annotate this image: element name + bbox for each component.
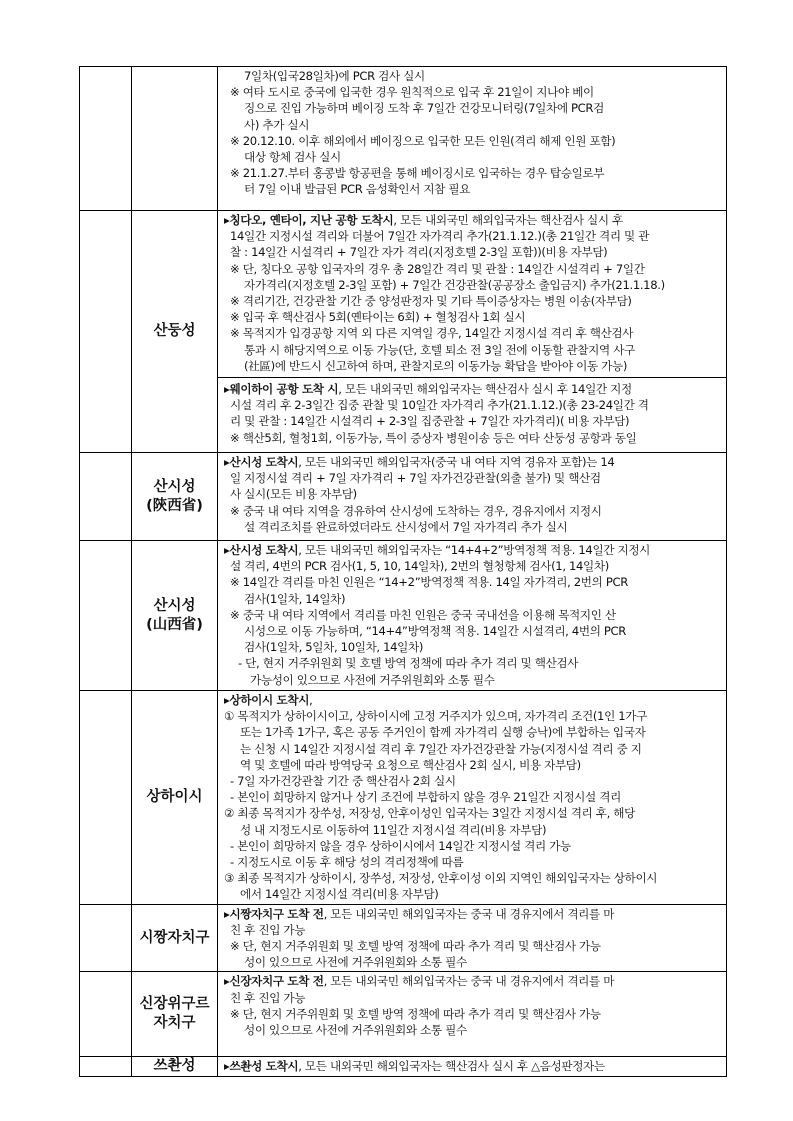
region-row [80, 67, 727, 211]
policy-line [224, 724, 722, 740]
policy-text: 역 및 호텔에 따라 방역당국 요청으로 핵산검사 2회 실시, 비용 자부담) [240, 757, 581, 772]
arrival-heading: ▸산시성 도착시 [224, 543, 299, 557]
policy-text: ② 최종 목적지가 장쑤성, 저장성, 안후이성인 입국자는 3일간 지정시설 격리 후, 해당 [224, 806, 635, 821]
region-row [80, 972, 727, 1057]
policy-line [224, 149, 722, 165]
policy-text: 일 지정시설 격리 + 7일 자가격리 + 7일 자가건강관찰(외출 불가) 및 핵산검 [230, 471, 601, 486]
region-name-cell [132, 1057, 218, 1077]
policy-text: ※ 중국 내 여타 지역에서 격리를 마친 인원은 중국 국내선을 이용해 목적지인 산 [230, 607, 616, 622]
policy-line [224, 990, 722, 1006]
policy-line [224, 397, 722, 413]
policy-line [224, 342, 722, 358]
category-cell [80, 972, 132, 1057]
policy-text: - 본인이 희망하지 않거나 상기 조건에 부합하지 않을 경우 21일간 지정시설 격리 [230, 790, 621, 805]
arrival-heading: ▸시짱자치구 도착 전 [224, 906, 324, 921]
policy-text: 징으로 진입 가능하며 베이징 도착 후 7일간 건강모니터링(7일차에 PCR검 [244, 101, 604, 116]
policy-text: ※ 단, 현지 거주위원회 및 호텔 방역 정책에 따라 추가 격리 및 핵산검사 가능 [230, 1006, 601, 1021]
arrival-heading: ▸칭다오, 옌타이, 지난 공항 도착시 [224, 213, 394, 227]
policy-line [224, 165, 722, 181]
policy-line [224, 922, 722, 938]
policy-line [224, 413, 722, 429]
policy-line [224, 607, 722, 623]
policy-text: , 모든 내외국민 해외입국자는 “14+4+2”방역정책 적용. 14일간 지정시 [298, 543, 651, 557]
policy-text: ※ 단, 현지 거주위원회 및 호텔 방역 정책에 따라 추가 격리 및 핵산검사 가능 [230, 939, 601, 954]
policy-text: ※ 중국 내 여타 지역을 경유하여 산시성에 도착하는 경우, 경유지에서 지정시 [230, 503, 602, 518]
policy-line [224, 954, 722, 970]
arrival-heading: ▸웨이하이 공항 도착 시 [224, 382, 339, 397]
policy-text: , 모든 내외국민 해외입국자는 중국 내 경유지에서 격리를 마 [323, 906, 615, 921]
arrival-heading: ▸쓰촨성 도착시 [224, 1059, 299, 1074]
region-name-cell [132, 691, 218, 905]
policy-text: ※ 목적지가 입경공항 지역 외 다른 지역일 경우, 14일간 지정시설 격리 후 핵산검사 [230, 326, 634, 341]
region-name: 쓰촨성 [153, 1058, 196, 1075]
region-row [80, 211, 727, 453]
policy-line [224, 100, 722, 116]
category-cell [80, 904, 132, 972]
arrival-heading: ▸상하이시 도착시 [224, 693, 310, 707]
policy-line [224, 277, 722, 293]
region-name: 상하이시 [146, 788, 203, 805]
policy-text: - 본인이 희망하지 않을 경우 상하이시에서 14일간 지정시설 격리 가능 [230, 838, 571, 853]
policy-text: ※ 여타 도시로 중국에 입국한 경우 원칙적으로 입국 후 21일이 지나야 베이 [230, 85, 594, 100]
policy-text: 설 격리조치를 완료하였더라도 산시성에서 7일 자가격리 추가 실시 [244, 519, 568, 534]
policy-line [224, 117, 722, 133]
policy-text: - 7일 자가건강관찰 기간 중 핵산검사 2회 실시 [230, 774, 456, 789]
policy-line [224, 692, 722, 708]
policy-line [224, 84, 722, 100]
policy-text: 터 7일 이내 발급된 PCR 음성확인서 지참 필요 [244, 182, 471, 197]
policy-text: ※ 격리기간, 건강관찰 기간 중 양성판정자 및 기타 특이증상자는 병원 이송(자부담) [230, 294, 632, 309]
policy-text: 사 실시(모든 비용 자부담) [230, 487, 357, 502]
policy-text: 에서 14일간 지정시설 격리(비용 자부담) [240, 887, 439, 902]
arrival-heading: ▸신장자치구 도착 전 [224, 974, 324, 989]
policy-line [224, 973, 722, 989]
policy-line [224, 906, 722, 922]
policy-line [224, 773, 722, 789]
policy-text: 또는 1가족 1가구, 혹은 공동 주거인이 함께 자가격리 실행 승낙)에 부합하는 입국자 [240, 725, 646, 740]
policy-text: 리 및 관찰 : 14일간 시설격리 + 2-3일 집중관찰 + 7일간 자가격리)( 비용 자부담) [230, 414, 630, 429]
category-cell [80, 211, 132, 453]
region-policy-table [79, 66, 727, 1077]
region-name: 신장위구르 [139, 996, 210, 1013]
policy-cell [218, 211, 727, 453]
policy-line [224, 181, 722, 197]
arrival-heading: ▸산시성 도착시 [224, 455, 299, 469]
policy-line [224, 938, 722, 954]
region-name: 산시성 [153, 597, 196, 614]
policy-text: ※ 입국 후 핵산검사 5회(옌타이는 6회) + 혈청검사 1회 실시 [230, 310, 526, 325]
policy-text: , 모든 내외국민 해외입국자는 핵산검사 실시 후 △음성판정자는 [298, 1059, 605, 1074]
policy-line [224, 639, 722, 655]
policy-text: , 모든 내외국민 해외입국자는 중국 내 경유지에서 격리를 마 [323, 974, 615, 989]
policy-text: 성이 있으므로 사전에 거주위원회와 소통 필수 [244, 1023, 467, 1038]
policy-text: - 단, 현지 거주위원회 및 호텔 방역 정책에 따라 추가 격리 및 핵산검사 [238, 656, 579, 671]
policy-text: 친 후 진입 가능 [230, 922, 306, 937]
policy-line [224, 789, 722, 805]
policy-text: 는 신청 시 14일간 지정시설 격리 후 7일간 자가건강관찰 가능(지정시설 격리 중 지 [240, 741, 642, 756]
region-name-cell [132, 972, 218, 1057]
policy-text: ① 목적지가 상하이시이고, 상하이시에 고정 거주지가 있으며, 자가격리 조건(1인 1가구 [224, 709, 647, 724]
policy-text: 찰 : 14일간 시설격리 + 7일간 자가 격리(지정호텔 2-3일 포함))(비용 자부담) [230, 245, 608, 260]
policy-line [224, 623, 722, 639]
policy-text: 검사(1일차, 14일차) [244, 591, 346, 606]
policy-text: 성이 있으므로 사전에 거주위원회와 소통 필수 [244, 955, 467, 970]
policy-line [224, 708, 722, 724]
policy-line [224, 1022, 722, 1038]
policy-text: 친 후 진입 가능 [230, 990, 306, 1005]
policy-text: 검사(1일차, 5일차, 10일차, 14일차) [244, 640, 424, 655]
policy-text: 성 내 지정도시로 이동하여 11일간 지정시설 격리(비용 자부담) [240, 822, 547, 837]
policy-text: ※ 14일간 격리를 마친 인원은 “14+2”방역정책 적용. 14일 자가격리, 2번의 PCR [230, 575, 628, 590]
policy-line [224, 838, 722, 854]
region-name-cell [132, 541, 218, 691]
policy-text: 사) 추가 실시 [244, 117, 310, 132]
policy-text: 자가격리(지정호텔 2-3일 포함) + 7일간 건강관찰(공공장소 출입금지) 추가(21.1.18.) [244, 277, 665, 292]
policy-line [224, 293, 722, 309]
category-cell [80, 691, 132, 905]
policy-line [224, 741, 722, 757]
policy-cell [218, 1057, 727, 1077]
region-row [80, 453, 727, 541]
region-name: 산시성 [153, 478, 196, 495]
policy-text: ※ 20.12.10. 이후 해외에서 베이징으로 입국한 모든 인원(격리 해제 인원 포함) [230, 133, 616, 148]
policy-text: , [309, 693, 313, 707]
section-divider [218, 377, 726, 378]
region-name-cell [132, 904, 218, 972]
policy-line [224, 381, 722, 397]
policy-text: (社區)에 반드시 신고하여 하며, 관찰지로의 이동가능 확답을 받아야 이동 가능) [244, 358, 627, 373]
region-name: 산둥성 [153, 323, 196, 339]
region-subname: (陝西省) [146, 497, 203, 514]
policy-text: 시성으로 이동 가능하며, “14+4”방역정책 적용. 14일간 시설격리, 4번의 PCR [244, 624, 627, 639]
policy-line [224, 325, 722, 341]
policy-line [224, 309, 722, 325]
policy-line [224, 454, 722, 470]
policy-text: 대상 항체 검사 실시 [244, 150, 341, 165]
policy-text: , 모든 내외국민 해외입국자는 핵산검사 실시 후 14일간 지정 [338, 382, 632, 397]
policy-line [224, 228, 722, 244]
policy-line [224, 486, 722, 502]
policy-cell [218, 972, 727, 1057]
policy-line [224, 822, 722, 838]
policy-cell [218, 453, 727, 541]
policy-text: ③ 최종 목적지가 상하이시, 장쑤성, 저장성, 안후이성 이외 지역인 해외입국자는 상하이시 [224, 871, 658, 886]
policy-line [224, 133, 722, 149]
policy-line [224, 558, 722, 574]
policy-text: ※ 21.1.27.부터 홍콩발 항공편을 통해 베이징시로 입국하는 경우 탑승일로부 [230, 166, 605, 181]
policy-text: 가능성이 있으므로 사전에 거주위원회와 소통 필수 [250, 672, 495, 687]
policy-line [224, 854, 722, 870]
policy-text: 통과 시 해당지역으로 이동 가능(단, 호텔 퇴소 전 3일 전에 이동할 관찰지역 사구 [244, 342, 635, 357]
policy-line [224, 1058, 722, 1074]
policy-text: 시설 격리 후 2-3일간 집중 관찰 및 10일간 자가격리 추가(21.1.12.)(총 23-24일간 격 [230, 398, 649, 413]
policy-text: - 지정도시로 이동 후 해당 성의 격리정책에 따름 [230, 855, 464, 870]
policy-cell [218, 67, 727, 211]
region-row [80, 541, 727, 691]
policy-line [224, 886, 722, 902]
policy-cell [218, 691, 727, 905]
policy-line [224, 244, 722, 260]
policy-text: 설 격리, 4번의 PCR 검사(1, 5, 10, 14일차), 2번의 혈청항체 검사(1, 14일차) [230, 559, 609, 574]
policy-line [224, 672, 722, 688]
policy-line [224, 591, 722, 607]
policy-text: 14일간 지정시설 격리와 더불어 7일간 자가격리 추가(21.1.12.)(총 21일간 격리 및 관 [230, 229, 650, 244]
policy-line [224, 655, 722, 671]
policy-line [224, 519, 722, 535]
policy-line [224, 870, 722, 886]
policy-line [224, 470, 722, 486]
policy-text: 7일차(입국28일차)에 PCR 검사 실시 [244, 69, 425, 83]
policy-text: ※ 단, 칭다오 공항 입국자의 경우 총 28일간 격리 및 관찰 : 14일간 시설격리 + 7일간 [230, 261, 645, 276]
policy-line [224, 757, 722, 773]
policy-cell [218, 541, 727, 691]
category-cell [80, 541, 132, 691]
region-subname: (山西省) [146, 616, 203, 633]
policy-line [224, 574, 722, 590]
policy-text: , 모든 내외국민 해외입국자는 핵산검사 실시 후 [393, 213, 623, 227]
policy-text: ※ 핵산5회, 혈청1회, 이동가능, 특이 증상자 병원이송 등은 여타 산둥성 공항과 동일 [230, 430, 637, 445]
policy-line [224, 542, 722, 558]
region-name: 시짱자치구 [139, 929, 210, 946]
region-name-cell [132, 453, 218, 541]
policy-cell [218, 904, 727, 972]
policy-line [224, 503, 722, 519]
policy-line [224, 68, 722, 84]
policy-line [224, 430, 722, 446]
policy-line [224, 261, 722, 277]
region-subname: 자치구 [153, 1015, 196, 1032]
policy-text: , 모든 내외국민 해외입국자(중국 내 여타 지역 경유자 포함)는 14 [298, 455, 615, 469]
policy-line [224, 358, 722, 374]
region-name-cell [132, 67, 218, 211]
category-cell [80, 67, 132, 211]
category-cell [80, 453, 132, 541]
region-row [80, 691, 727, 905]
region-name-cell [132, 211, 218, 453]
region-row [80, 1057, 727, 1077]
policy-line [224, 805, 722, 821]
category-cell [80, 1057, 132, 1077]
region-row [80, 904, 727, 972]
policy-line [224, 1006, 722, 1022]
policy-line [224, 212, 722, 228]
